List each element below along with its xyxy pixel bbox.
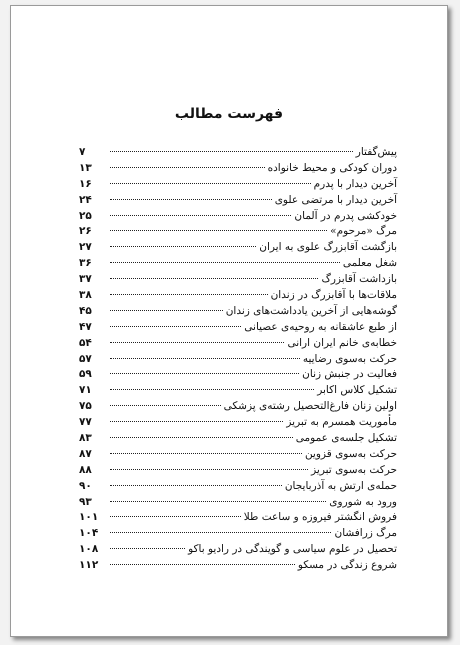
toc-entry <box>79 273 397 289</box>
toc-entry-title: فعالیت در جنبش زنان <box>302 368 397 381</box>
toc-entry <box>79 384 397 400</box>
toc-leader-dots <box>110 167 265 168</box>
toc-entry <box>79 146 397 162</box>
toc-entry <box>79 464 397 480</box>
toc-leader-dots <box>110 310 223 311</box>
toc-entry-title: گوشه‌هایی از آخرین یادداشت‌های زندان <box>225 304 397 317</box>
toc-entry-page: ۴۵ <box>79 304 92 317</box>
toc-entry-page: ۵۷ <box>79 352 92 365</box>
toc-leader-dots <box>110 564 295 565</box>
toc-entry-page: ۳۶ <box>79 257 92 270</box>
toc-entry-page: ۷۷ <box>79 416 92 429</box>
toc-entry-page: ۵۹ <box>79 368 92 381</box>
toc-entry-title: فروش انگشتر فیروزه و ساعت طلا <box>243 511 397 524</box>
toc-leader-dots <box>110 389 314 390</box>
toc-entry-page: ۵۴ <box>79 336 92 349</box>
toc-entry-title: اولین زنان فارغ‌التحصیل رشته‌ی پزشکی <box>223 400 397 413</box>
toc-leader-dots <box>110 516 241 517</box>
toc-entry-title: آخرین دیدار با مرتضی علوی <box>274 193 397 206</box>
toc-entry-page: ۱۰۱ <box>79 511 99 524</box>
toc-leader-dots <box>110 469 308 470</box>
toc-entry <box>79 321 397 337</box>
toc-entry-page: ۴۷ <box>79 320 92 333</box>
toc-entry-title: حرکت به‌سوی تبریز <box>311 463 397 476</box>
table-of-contents <box>79 146 397 575</box>
toc-leader-dots <box>110 437 293 438</box>
toc-entry <box>79 559 397 575</box>
toc-leader-dots <box>110 215 291 216</box>
toc-leader-dots <box>110 183 311 184</box>
toc-entry-title: مرگ زرافشان <box>334 527 397 540</box>
toc-entry-title: دوران کودکی و محیط خانواده <box>267 161 397 174</box>
toc-entry-title: شروع زندگی در مسکو <box>297 559 397 572</box>
toc-entry-title: تشکیل جلسه‌ی عمومی <box>295 432 397 445</box>
toc-entry-title: بازداشت آقابزرگ <box>321 273 397 286</box>
toc-leader-dots <box>110 342 284 343</box>
toc-entry-title: تشکیل کلاس اکابر <box>317 384 397 397</box>
toc-leader-dots <box>110 485 282 486</box>
toc-entry <box>79 527 397 543</box>
toc-entry <box>79 241 397 257</box>
toc-entry <box>79 432 397 448</box>
toc-entry <box>79 353 397 369</box>
toc-leader-dots <box>110 326 241 327</box>
toc-leader-dots <box>110 151 353 152</box>
toc-leader-dots <box>110 373 299 374</box>
toc-entry-title: حرکت به‌سوی قزوین <box>304 447 397 460</box>
toc-entry-page: ۲۶ <box>79 225 92 238</box>
toc-entry <box>79 289 397 305</box>
toc-entry-page: ۸۸ <box>79 463 92 476</box>
toc-entry <box>79 496 397 512</box>
toc-leader-dots <box>110 262 340 263</box>
toc-leader-dots <box>110 246 256 247</box>
toc-entry <box>79 368 397 384</box>
toc-entry-page: ۱۰۸ <box>79 543 99 556</box>
toc-entry-page: ۲۷ <box>79 241 92 254</box>
toc-entry-page: ۹۰ <box>79 479 92 492</box>
toc-leader-dots <box>110 358 300 359</box>
toc-entry-page: ۲۴ <box>79 193 92 206</box>
toc-leader-dots <box>110 501 326 502</box>
toc-entry-title: حمله‌ی ارتش به آذربایجان <box>284 479 397 492</box>
toc-leader-dots <box>110 199 272 200</box>
toc-leader-dots <box>110 532 331 533</box>
toc-entry-title: حرکت به‌سوی رضاییه <box>302 352 397 365</box>
toc-entry-title: مأموریت همسرم به تبریز <box>286 416 397 429</box>
toc-entry-page: ۱۱۲ <box>79 559 99 572</box>
toc-entry-title: بازگشت آقابزرگ علوی به ایران <box>259 241 397 254</box>
toc-entry-title: شغل معلمی <box>342 257 397 270</box>
toc-entry <box>79 400 397 416</box>
toc-entry <box>79 257 397 273</box>
toc-entry-title: پیش‌گفتار <box>355 146 397 158</box>
book-page <box>10 5 448 637</box>
toc-entry <box>79 416 397 432</box>
toc-entry-title: مرگ «مرحوم» <box>330 225 397 238</box>
toc-entry-title: ملاقات‌ها با آقابزرگ در زندان <box>270 289 397 302</box>
toc-entry-page: ۳۷ <box>79 273 92 286</box>
toc-entry-title: خطابه‌ی خانم ایران ارانی <box>287 336 397 349</box>
toc-entry-page: ۲۵ <box>79 209 92 222</box>
toc-entry <box>79 337 397 353</box>
toc-entry <box>79 305 397 321</box>
toc-entry <box>79 480 397 496</box>
toc-entry <box>79 178 397 194</box>
toc-leader-dots <box>110 548 185 549</box>
toc-entry <box>79 448 397 464</box>
toc-leader-dots <box>110 421 283 422</box>
page-title: فهرست مطالب <box>174 106 284 122</box>
toc-entry <box>79 162 397 178</box>
toc-entry <box>79 194 397 210</box>
toc-entry <box>79 225 397 241</box>
toc-entry-page: ۱۳ <box>79 161 92 174</box>
toc-entry-page: ۹۳ <box>79 495 92 508</box>
toc-leader-dots <box>110 294 268 295</box>
toc-entry-page: ۱۰۴ <box>79 527 99 540</box>
toc-leader-dots <box>110 453 302 454</box>
toc-entry <box>79 511 397 527</box>
toc-entry-title: تحصیل در علوم سیاسی و گویندگی در رادیو باکو <box>188 543 397 556</box>
toc-entry-page: ۱۶ <box>79 177 92 190</box>
toc-leader-dots <box>110 230 327 231</box>
toc-entry-page: ۸۳ <box>79 432 92 445</box>
toc-entry-title: از طبع عاشقانه به روحیه‌ی عصیانی <box>244 320 397 333</box>
toc-entry-title: آخرین دیدار با پدرم <box>313 177 397 190</box>
toc-entry-title: ورود به شوروی <box>329 495 397 508</box>
toc-entry-page: ۷۵ <box>79 400 92 413</box>
toc-entry-page: ۳۸ <box>79 289 92 302</box>
toc-leader-dots <box>110 278 318 279</box>
toc-entry-page: ۸۷ <box>79 447 92 460</box>
toc-entry-page: ۷۱ <box>79 384 92 397</box>
toc-entry-page: ۷ <box>79 146 86 158</box>
toc-leader-dots <box>110 405 221 406</box>
toc-entry-title: خودکشی پدرم در آلمان <box>294 209 397 222</box>
toc-entry <box>79 543 397 559</box>
toc-entry <box>79 210 397 226</box>
